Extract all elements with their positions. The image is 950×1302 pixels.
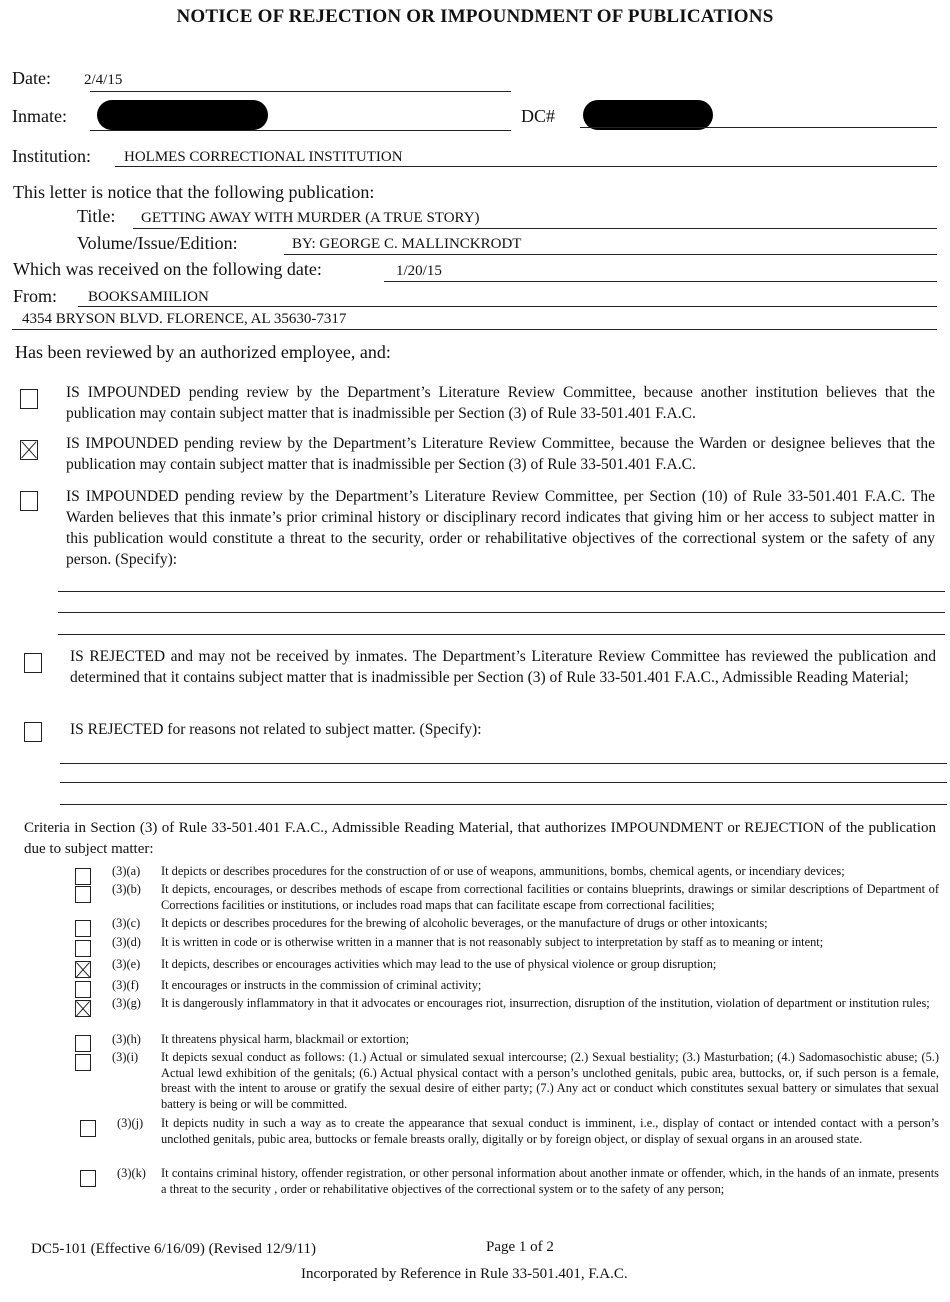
edition-underline (284, 254, 937, 255)
criteria-code: (3)(f) (112, 978, 139, 992)
rejected-specify-line-1[interactable] (60, 763, 947, 764)
received-date-underline (384, 281, 937, 282)
criteria-checkbox[interactable] (80, 1170, 96, 1187)
date-underline (90, 91, 511, 92)
criteria-code: (3)(h) (112, 1032, 141, 1046)
criteria-code: (3)(c) (112, 916, 141, 930)
institution-value[interactable]: HOLMES CORRECTIONAL INSTITUTION (124, 149, 403, 165)
action-text-rejected-lrc: IS REJECTED and may not be received by inmates. The Department’s Literature Review Committee has reviewed the publication and determined that it contains subject matter that is inadmissible per Section (3) of Rule 33-501.401 F.A.C., Admissible Reading Material; (70, 648, 936, 686)
received-date-label: Which was received on the following date: (13, 259, 322, 279)
incorporated-reference: Incorporated by Reference in Rule 33-501.401, F.A.C. (301, 1266, 628, 1282)
criteria-intro: Criteria in Section (3) of Rule 33-501.401 F.A.C., Admissible Reading Material, that authorizes IMPOUNDMENT or REJECTION of the publication due to subject matter: (24, 820, 936, 857)
criteria-text: It depicts or describes procedures for the brewing of alcoholic beverages, or the manufacture of drugs or other intoxicants; (161, 916, 768, 930)
action-checkbox-impounded-other-institution[interactable] (20, 389, 38, 409)
publication-intro: This letter is notice that the following publication: (13, 182, 375, 202)
from-underline (78, 306, 937, 307)
dc-number-label: DC# (521, 106, 556, 126)
date-label: Date: (12, 68, 51, 88)
criteria-text: It encourages or instructs in the commission of criminal activity; (161, 978, 482, 992)
page-number: Page 1 of 2 (486, 1239, 554, 1255)
from-value[interactable]: BOOKSAMIILION (88, 289, 209, 305)
dc-number-underline (580, 127, 937, 128)
criteria-code: (3)(b) (112, 882, 141, 896)
institution-label: Institution: (12, 146, 92, 166)
from-label: From: (13, 286, 58, 306)
title-label: Title: (77, 206, 116, 226)
title-underline (133, 228, 937, 229)
action-text-impounded-warden: IS IMPOUNDED pending review by the Department’s Literature Review Committee, because the Warden or designee believes that the publication may contain subject matter that is inadmissible per Section (3) of Rule 33-501.401 F.A.C. (66, 435, 935, 473)
specify-line-2[interactable] (58, 612, 945, 613)
action-text-rejected-other: IS REJECTED for reasons not related to subject matter. (Specify): (70, 721, 482, 738)
criteria-text: It contains criminal history, offender registration, or other personal information about another inmate or offender, which, in the hands of an inmate, presents a threat to the security , order or rehabilitative objectives of the correctional system or to the safety of any person; (161, 1166, 939, 1196)
criteria-checkbox[interactable] (75, 961, 91, 978)
criteria-code: (3)(k) (117, 1166, 146, 1180)
criteria-checkbox[interactable] (75, 1035, 91, 1052)
criteria-text: It depicts sexual conduct as follows: (1.) Actual or simulated sexual intercourse; (2.) Sexual bestiality; (3.) Masturbation; (4.) Sadomasochistic abuse; (5.) Actual lewd exhibition of the genitals; (6.) Actual physical contact with a person’s unclothed genitals, pubic area, buttocks, or, if such person is a female, breast with the intent to arouse or gratify the sexual desire of either party; (7.) Any act or conduct which constitutes sexual battery or simulates that sexual battery is being or will be committed. (161, 1050, 939, 1111)
criteria-code: (3)(d) (112, 935, 141, 949)
document-title: NOTICE OF REJECTION OR IMPOUNDMENT OF PUBLICATIONS (176, 6, 774, 27)
criteria-code: (3)(i) (112, 1050, 139, 1064)
received-date-value[interactable]: 1/20/15 (396, 263, 442, 279)
action-checkbox-rejected-lrc[interactable] (24, 653, 42, 673)
dc-number-redaction (583, 100, 713, 130)
rejected-specify-line-3[interactable] (60, 804, 947, 805)
action-checkbox-impounded-warden[interactable] (20, 440, 38, 460)
criteria-text: It depicts nudity in such a way as to create the appearance that sexual conduct is imminent, i.e., display of contact or intended contact with a person’s unclothed genitals, pubic area, buttocks or female breasts orally, digitally or by foreign object, or display of sexual organs in an aroused state. (161, 1116, 939, 1146)
action-text-impounded-other-institution: IS IMPOUNDED pending review by the Department’s Literature Review Committee, because another institution believes that the publication may contain subject matter that is inadmissible per Section (3) of Rule 33-501.401 F.A.C. (66, 384, 935, 422)
criteria-checkbox[interactable] (75, 981, 91, 998)
criteria-checkbox[interactable] (75, 1054, 91, 1071)
criteria-checkbox[interactable] (75, 1000, 91, 1017)
criteria-text: It threatens physical harm, blackmail or extortion; (161, 1032, 410, 1046)
inmate-label: Inmate: (12, 106, 67, 126)
address-underline (12, 329, 937, 330)
inmate-redaction (97, 100, 268, 130)
criteria-checkbox[interactable] (75, 940, 91, 957)
criteria-checkbox[interactable] (80, 1120, 96, 1137)
edition-label: Volume/Issue/Edition: (77, 233, 238, 253)
specify-line-1[interactable] (58, 591, 945, 592)
form-id: DC5-101 (Effective 6/16/09) (Revised 12/9/11) (31, 1241, 316, 1257)
criteria-checkbox[interactable] (75, 886, 91, 903)
specify-line-3[interactable] (58, 634, 945, 635)
action-checkbox-rejected-other[interactable] (24, 722, 42, 742)
criteria-code: (3)(j) (117, 1116, 144, 1130)
date-value[interactable]: 2/4/15 (84, 72, 123, 88)
criteria-code: (3)(g) (112, 996, 141, 1010)
criteria-text: It is written in code or is otherwise written in a manner that is not reasonably subject to interpretation by staff as to meaning or intent; (161, 935, 824, 949)
title-value[interactable]: GETTING AWAY WITH MURDER (A TRUE STORY) (141, 210, 480, 226)
rejected-specify-line-2[interactable] (60, 782, 947, 783)
institution-underline (115, 166, 937, 167)
action-text-impounded-section-10: IS IMPOUNDED pending review by the Department’s Literature Review Committee, per Section (10) of Rule 33-501.401 F.A.C. The Warden believes that this inmate’s prior criminal history or disciplinary record indicates that giving him or her access to subject matter in this publication would constitute a threat to the security, order or rehabilitative objectives of the correctional system or the safety of any person. (Specify): (66, 488, 935, 568)
criteria-text: It is dangerously inflammatory in that it advocates or encourages riot, insurrection, disruption of the institution, violation of department or institution rules; (161, 996, 930, 1010)
reviewed-text: Has been reviewed by an authorized employee, and: (15, 342, 391, 362)
criteria-text: It depicts or describes procedures for the construction of or use of weapons, ammunitions, bombs, chemical agents, or incendiary devices; (161, 864, 845, 878)
criteria-text: It depicts, encourages, or describes methods of escape from correctional facilities or contains blueprints, drawings or similar descriptions of Department of Corrections facilities or institutions, or includes road maps that can facilitate escape from correctional facilities; (161, 882, 939, 912)
action-checkbox-impounded-section-10[interactable] (20, 491, 38, 511)
criteria-code: (3)(e) (112, 957, 141, 971)
inmate-underline (90, 130, 511, 131)
criteria-code: (3)(a) (112, 864, 141, 878)
criteria-checkbox[interactable] (75, 868, 91, 885)
address-value[interactable]: 4354 BRYSON BLVD. FLORENCE, AL 35630-7317 (22, 311, 347, 327)
criteria-checkbox[interactable] (75, 920, 91, 937)
edition-value[interactable]: BY: GEORGE C. MALLINCKRODT (292, 236, 522, 252)
criteria-text: It depicts, describes or encourages activities which may lead to the use of physical violence or group disruption; (161, 957, 717, 971)
